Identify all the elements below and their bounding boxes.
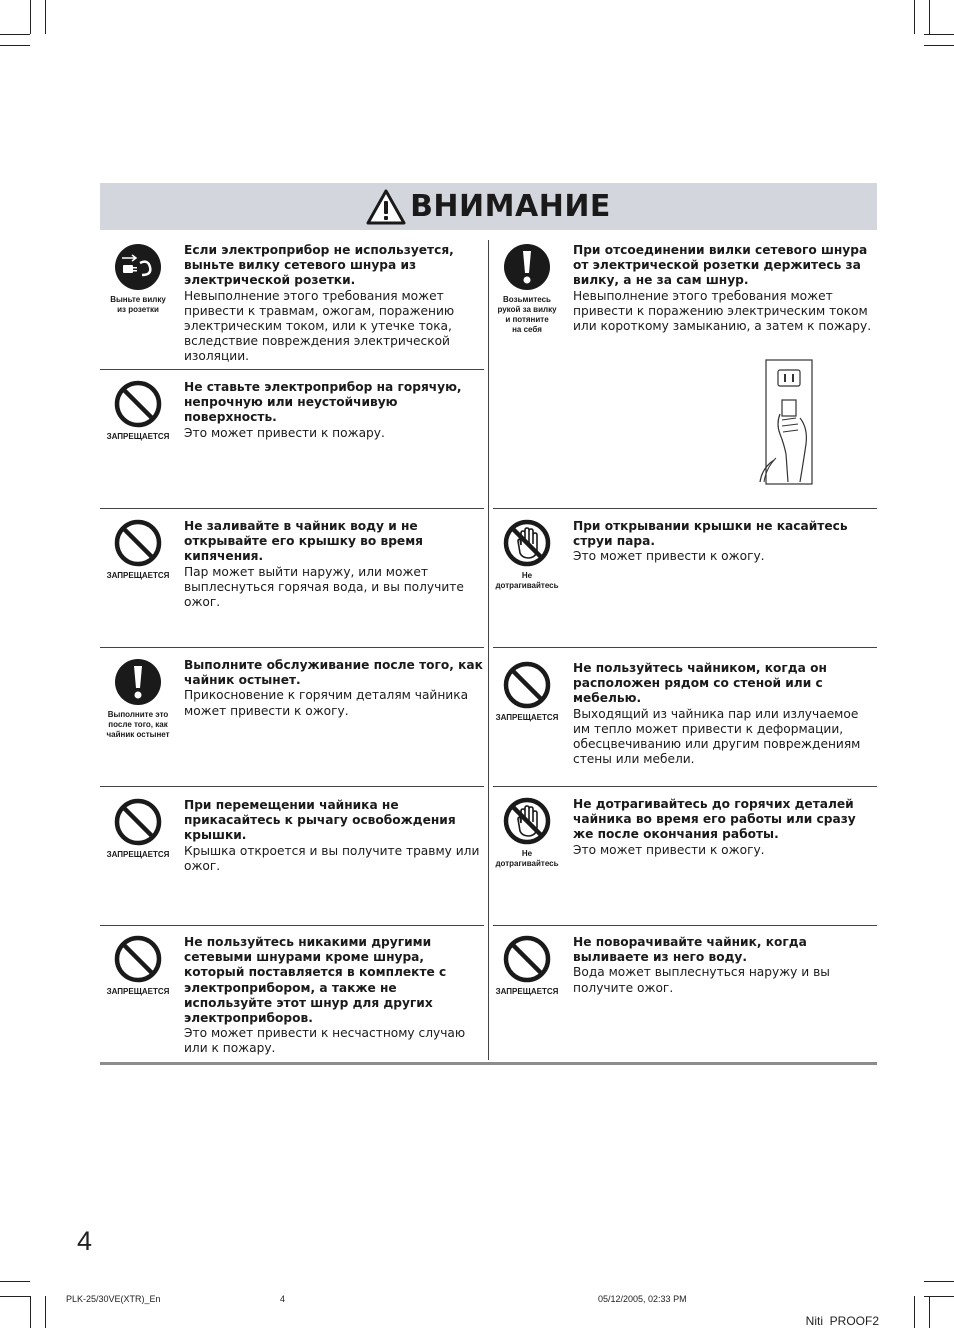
row-divider (493, 508, 877, 509)
icon-label: ЗАПРЕЩАЕТСЯ (106, 571, 170, 580)
crop-mark (30, 1296, 31, 1328)
crop-mark (924, 45, 954, 46)
caution-heading: Не пользуйтесь чайником, когда он расположен рядом со стеной или с мебелью. (573, 661, 827, 706)
caution-entry (489, 935, 877, 1059)
crop-mark (0, 34, 30, 35)
caution-entry (100, 380, 488, 516)
caution-heading: При перемещении чайника не прикасайтесь к рычагу освобождения крышки. (184, 798, 456, 843)
warning-banner (100, 183, 877, 230)
crop-mark (924, 34, 954, 35)
icon-label: Выньте вилку из розетки (110, 295, 166, 314)
caution-text: Прикосновение к горячим деталям чайника может привести к ожогу. (184, 688, 469, 718)
crop-mark (914, 1296, 915, 1328)
caution-entry (100, 519, 488, 655)
crop-mark (914, 0, 915, 34)
caution-text: Крышка откроется и вы получите травму или ожог. (184, 843, 480, 873)
caution-heading: Не пользуйтесь никакими другими сетевыми шнурами кроме шнура, который поставляется в комплекте с электроприбором, а также не используйте этот шнур для других электроприборов. (184, 935, 447, 1026)
crop-mark (45, 0, 46, 34)
prohibited-icon (503, 661, 551, 709)
caution-heading: При отсоединении вилки сетевого шнура от электрической розетки держитесь за вилку, а не за сам шнур. (573, 243, 868, 288)
exclamation-icon (503, 243, 551, 291)
prohibited-icon (114, 519, 162, 567)
crop-mark (0, 1281, 30, 1282)
caution-heading: Не заливайте в чайник воду и не открывайте его крышку во время кипячения. (184, 519, 423, 564)
prohibited-icon (114, 935, 162, 983)
icon-label: Не дотрагивайтесь (495, 571, 559, 590)
caution-heading: Не дотрагивайтесь до горячих деталей чайника во время его работы или сразу же после окончания работы. (573, 797, 856, 842)
caution-text: Пар может выйти наружу, или может выплеснуться горячая вода, и вы получите ожог. (184, 564, 464, 610)
no-touch-icon (503, 519, 551, 567)
caution-entry (489, 519, 877, 655)
icon-label: ЗАПРЕЩАЕТСЯ (495, 713, 559, 722)
unplug-icon (114, 243, 162, 291)
doc-code: PLK-25/30VE(XTR)_En (66, 1294, 161, 1304)
caution-heading: Если электроприбор не используется, выньте вилку сетевого шнура из электрической розетки. (184, 243, 454, 288)
caution-text: Выходящий из чайника пар или излучаемое им тепло может привести к деформации, обесцвечиванию или другим повреждениям стены или мебели. (573, 706, 861, 767)
caution-heading: Выполните обслуживание после того, как чайник остынет. (184, 658, 483, 688)
caution-text: Это может привести к пожару. (184, 425, 385, 440)
crop-mark (929, 0, 930, 34)
caution-text: Это может привести к ожогу. (573, 842, 765, 857)
icon-label: Выполните это после того, как чайник остынет (106, 710, 170, 739)
crop-mark (0, 45, 30, 46)
caution-entry (489, 243, 877, 379)
prohibited-icon (503, 935, 551, 983)
icon-label: ЗАПРЕЩАЕТСЯ (106, 987, 170, 996)
no-touch-icon (503, 797, 551, 845)
icon-label: ЗАПРЕЩАЕТСЯ (106, 850, 170, 859)
caution-entry (100, 658, 488, 794)
plug-socket-illustration (756, 358, 818, 486)
caution-text: Невыполнение этого требования может привести к травмам, ожогам, поражению электрическим током, или к утечке тока, вследствие повреждения электрической изоляции. (184, 288, 455, 364)
banner-title: ВНИМАНИЕ (410, 189, 611, 224)
footer-page-number: 4 (280, 1294, 286, 1304)
crop-mark (45, 1296, 46, 1328)
caution-entry (100, 243, 488, 379)
caution-text: Вода может выплеснуться наружу и вы получите ожог. (573, 965, 830, 995)
crop-mark (929, 1296, 930, 1328)
crop-mark (30, 0, 31, 34)
caution-entry (489, 661, 877, 797)
caution-heading: Не поворачивайте чайник, когда выливаете из него воду. (573, 935, 807, 965)
caution-heading: При открывании крышки не касайтесь струи пара. (573, 519, 848, 549)
prohibited-icon (114, 380, 162, 428)
print-timestamp: 05/12/2005, 02:33 PM (598, 1294, 687, 1304)
caution-text: Невыполнение этого требования может привести к поражению электрическим током или короткому замыканию, а затем к пожару. (573, 288, 872, 334)
icon-label: ЗАПРЕЩАЕТСЯ (106, 432, 170, 441)
caution-entry (100, 935, 488, 1059)
icon-label: ЗАПРЕЩАЕТСЯ (495, 987, 559, 996)
proof-mark: Niti PROOF2 (805, 1314, 879, 1328)
caution-heading: Не ставьте электроприбор на горячую, непрочную или неустойчивую поверхность. (184, 380, 462, 425)
caution-text: Это может привести к несчастному случаю или к пожару. (184, 1026, 466, 1056)
caution-text: Это может привести к ожогу. (573, 549, 765, 564)
caution-entry (100, 798, 488, 934)
icon-label: Возьмитесь рукой за вилку и потяните на себя (497, 295, 557, 334)
prohibited-icon (114, 798, 162, 846)
bottom-rule (100, 1062, 877, 1065)
crop-mark (924, 1281, 954, 1282)
caution-entry (489, 797, 877, 933)
page-number: 4 (77, 1226, 93, 1256)
warning-triangle-icon (366, 189, 406, 225)
icon-label: Не дотрагивайтесь (495, 849, 559, 868)
crop-mark (0, 1296, 30, 1297)
exclamation-icon (114, 658, 162, 706)
